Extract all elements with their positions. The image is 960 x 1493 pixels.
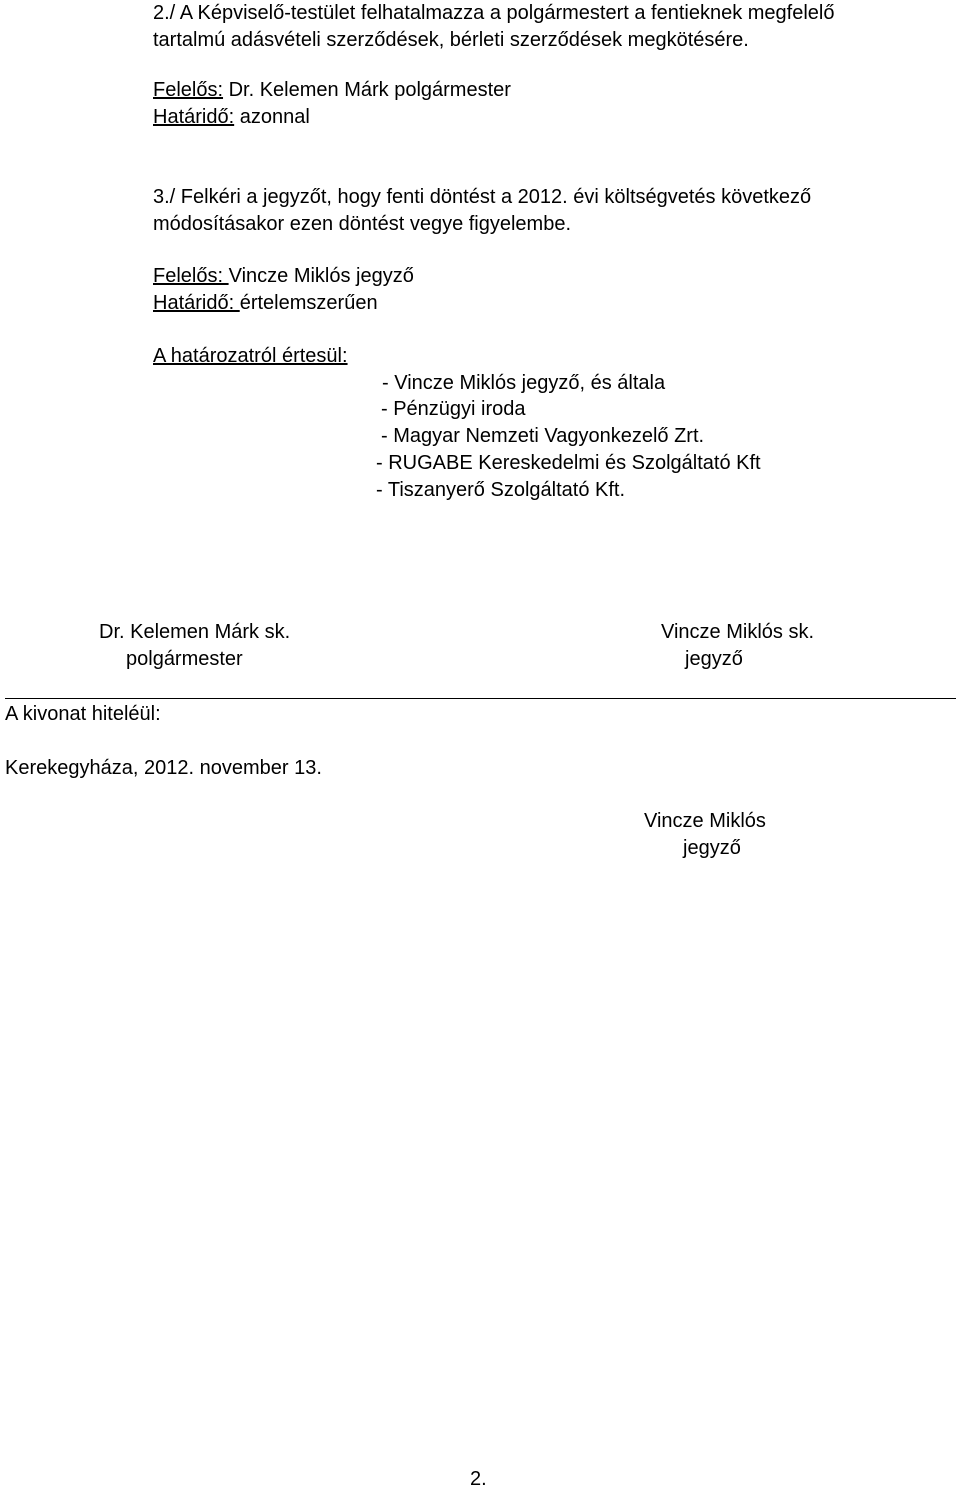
signature-left-title: polgármester [126,648,243,670]
notify-label: A határozatról értesül: [153,345,348,367]
notify-item: - Magyar Nemzeti Vagyonkezelő Zrt. [381,425,705,447]
notify-item: - RUGABE Kereskedelmi és Szolgáltató Kft [376,452,761,474]
point-3-deadline [153,290,378,317]
horizontal-rule [5,698,956,699]
point-2-line-2: tartalmú adásvételi szerződések, bérleti szerződések megkötésére. [153,29,749,51]
point-2-responsible [153,77,511,104]
deadline-value: értelemszerűen [239,292,378,314]
point-2-deadline [153,104,310,131]
point-3-line-1: 3./ Felkéri a jegyzőt, hogy fenti döntést a 2012. évi költségvetés következő [153,186,812,208]
responsible-label: Felelős: [153,265,229,287]
responsible-value: Dr. Kelemen Márk polgármester [223,79,511,101]
point-2-paragraph [153,0,957,54]
certifier-title: jegyző [683,837,741,859]
point-3-responsible [153,263,414,290]
deadline-value: azonnal [234,106,310,128]
point-2-line-1: 2./ A Képviselő-testület felhatalmazza a polgármestert a fentieknek megfelelő [153,2,835,24]
deadline-label: Határidő: [153,106,235,128]
signature-right-name: Vincze Miklós sk. [661,621,815,643]
notify-item: - Tiszanyerő Szolgáltató Kft. [376,479,626,501]
page-number: 2. [470,1468,487,1490]
point-3-paragraph [153,184,957,238]
point-3-line-2: módosításakor ezen döntést vegye figyelembe. [153,213,572,235]
notify-item: - Pénzügyi iroda [381,398,526,420]
responsible-label: Felelős: [153,79,224,101]
certification-label: A kivonat hiteléül: [5,703,161,725]
signature-left-name: Dr. Kelemen Márk sk. [99,621,291,643]
notify-item: - Vincze Miklós jegyző, és általa [382,372,666,394]
signature-right-title: jegyző [685,648,743,670]
responsible-value: Vincze Miklós jegyző [228,265,414,287]
certifier-name: Vincze Miklós [644,810,766,832]
place-date: Kerekegyháza, 2012. november 13. [5,757,322,779]
deadline-label: Határidő: [153,292,240,314]
